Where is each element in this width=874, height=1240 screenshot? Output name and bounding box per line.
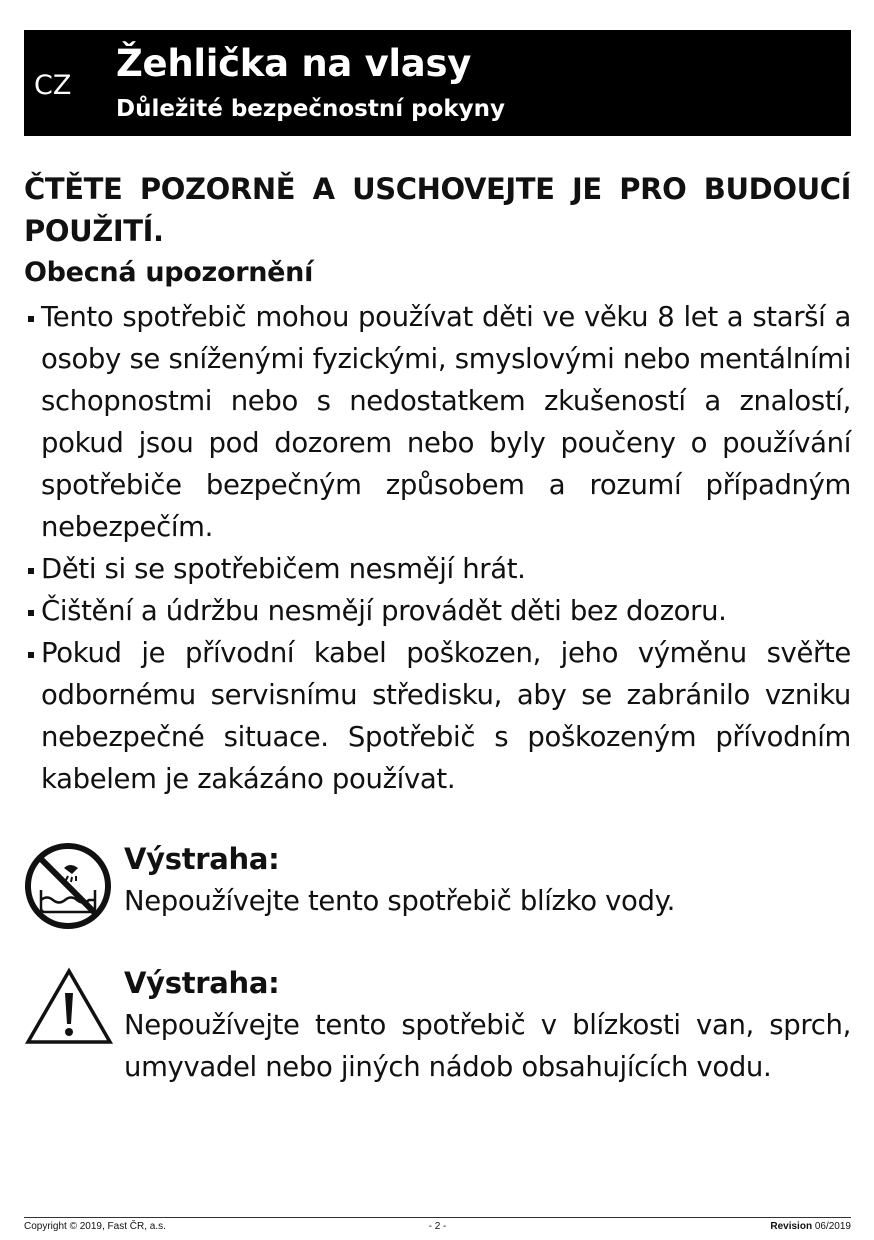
warning-text: Nepoužívejte tento spotřebič v blízkosti van, sprch, umyvadel nebo jiných nádob obsahujících vodu. bbox=[124, 1009, 851, 1083]
list-item-text: Pokud je přívodní kabel poškozen, jeho výměnu svěřte odbornému servisnímu středisku, aby se zabránilo vzniku nebezpečné situace. Spotřebič s poškozeným přívodním kabelem je zakázáno používat. bbox=[41, 637, 851, 795]
page-number: - 2 - bbox=[428, 1221, 447, 1232]
list-item bbox=[24, 590, 851, 632]
no-water-icon bbox=[24, 842, 112, 930]
revision-info bbox=[770, 1220, 851, 1234]
header-bar bbox=[24, 30, 851, 136]
revision-value: 06/2019 bbox=[814, 1221, 851, 1232]
list-item-text: Děti si se spotřebičem nesmějí hrát. bbox=[41, 553, 526, 585]
warning-title: Výstraha: bbox=[124, 842, 280, 876]
warning-title: Výstraha: bbox=[124, 966, 280, 1000]
list-item bbox=[24, 548, 851, 590]
list-item bbox=[24, 296, 851, 548]
list-item bbox=[24, 632, 851, 800]
page-subtitle: Důležité bezpečnostní pokyny bbox=[116, 96, 506, 122]
bullet-icon bbox=[28, 316, 34, 322]
main-heading: ČTĚTE POZORNĚ A USCHOVEJTE JE PRO BUDOUCÍ POUŽITÍ. bbox=[24, 172, 851, 248]
page-title: Žehlička na vlasy bbox=[116, 42, 472, 85]
bullet-list bbox=[24, 296, 851, 800]
footer bbox=[24, 1220, 851, 1234]
warning-triangle-icon bbox=[24, 966, 114, 1046]
bullet-icon bbox=[28, 568, 34, 574]
copyright-text: Copyright © 2019, Fast ČR, a.s. bbox=[24, 1221, 166, 1232]
list-item-text: Čištění a údržbu nesmějí provádět děti bez dozoru. bbox=[41, 595, 727, 627]
list-item-text: Tento spotřebič mohou používat děti ve věku 8 let a starší a osoby se sníženými fyzickými, smyslovými nebo mentálními schopnostmi nebo s nedostatkem zkušeností a znalostí, pokud jsou pod dozorem nebo byly poučeny o používání spotřebiče bezpečným způsobem a rozumí případným nebezpečím. bbox=[41, 301, 851, 543]
bullet-icon bbox=[28, 652, 34, 658]
footer-divider bbox=[24, 1217, 851, 1218]
warning-text: Nepoužívejte tento spotřebič blízko vody. bbox=[124, 885, 675, 917]
language-code: CZ bbox=[34, 70, 72, 101]
revision-label: Revision bbox=[770, 1221, 813, 1232]
section-heading: Obecná upozornění bbox=[24, 257, 314, 288]
bullet-icon bbox=[28, 610, 34, 616]
